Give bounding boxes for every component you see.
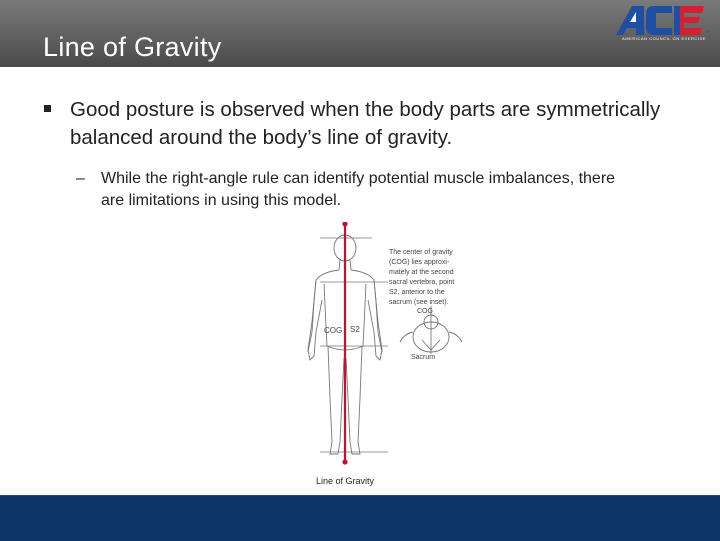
- cog-label: COG: [324, 326, 343, 335]
- square-bullet-icon: [44, 105, 51, 112]
- cog-explanation-note: The center of gravity (COG) lies approxi- mately at the second sacral vertebra, point S2, anterior to the sacrum (see inset).: [389, 249, 455, 306]
- logo-tagline: AMERICAN COUNCIL ON EXERCISE: [622, 36, 706, 41]
- ace-logo: [610, 2, 716, 40]
- svg-text:®: ®: [707, 29, 710, 34]
- line-of-gravity-caption: Line of Gravity: [315, 476, 375, 486]
- sacrum-label: Sacrum: [411, 354, 436, 361]
- bullet-text: Good posture is observed when the body parts are symmetrically balanced around the body’s line of gravity.: [70, 98, 661, 149]
- bullet-level-2: [76, 168, 616, 212]
- page-title: Line of Gravity: [43, 32, 222, 62]
- s2-label: S2: [350, 325, 360, 334]
- footer-bar: [0, 495, 720, 541]
- dash-bullet-marker: –: [76, 170, 85, 187]
- inset-cog-label: COG: [417, 308, 433, 315]
- bullet-level-1: [44, 96, 684, 152]
- bullet-text: While the right-angle rule can identify potential muscle imbalances, there are limitations in using this model.: [101, 170, 616, 209]
